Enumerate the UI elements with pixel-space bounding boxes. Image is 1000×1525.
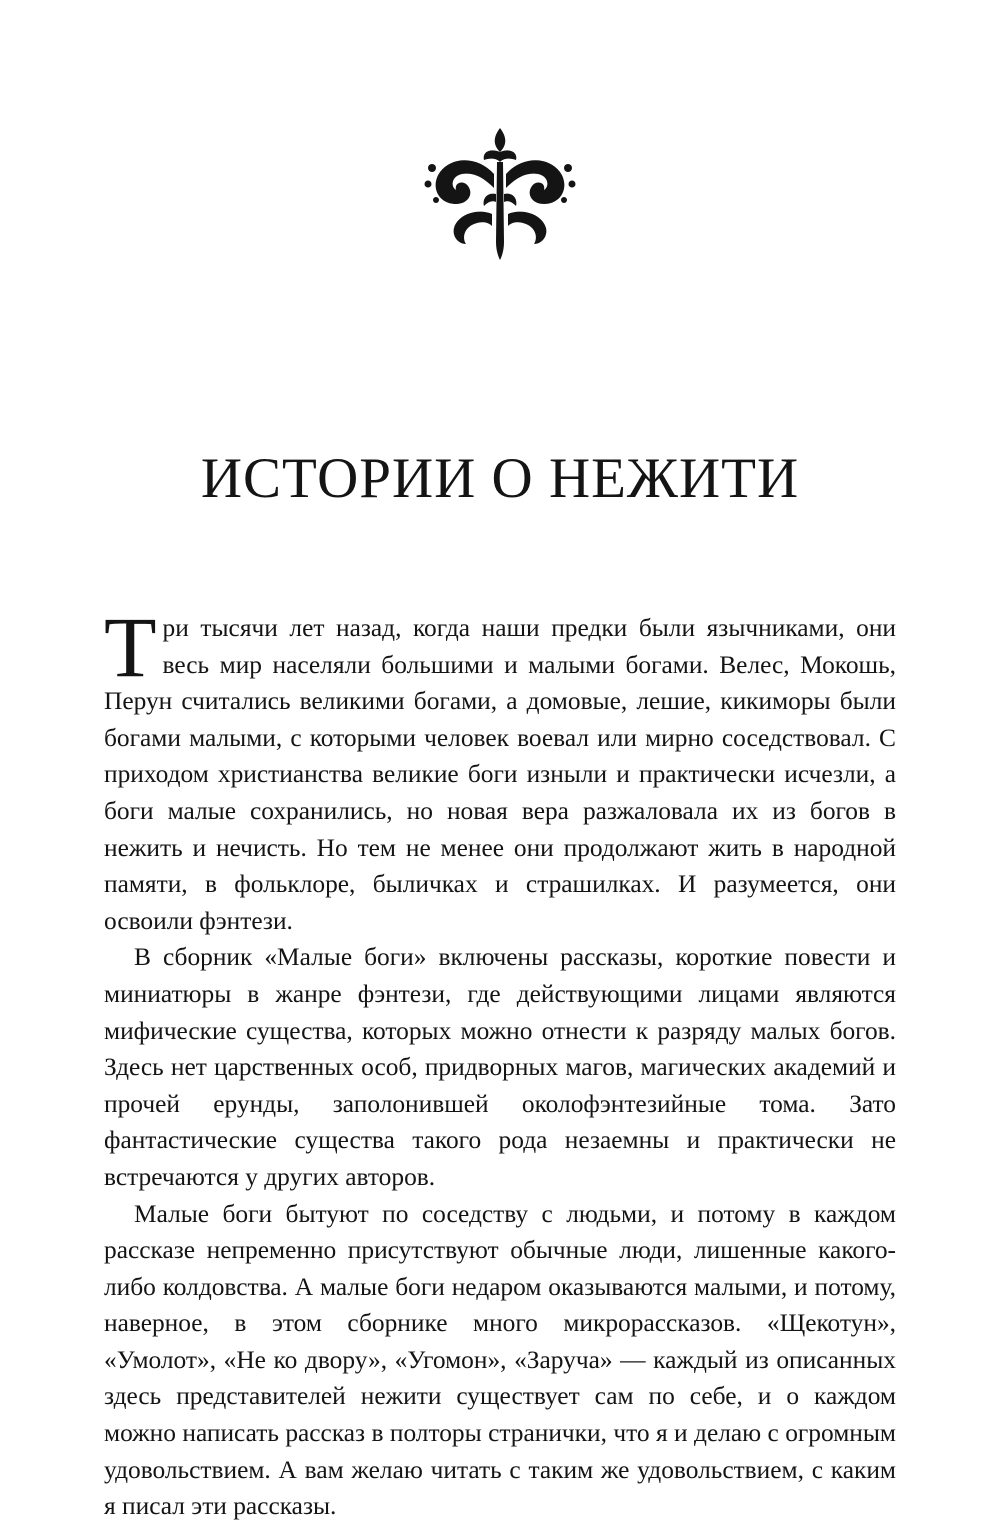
- body-text: [104, 599, 896, 1525]
- chapter-title: ИСТОРИИ О НЕЖИТИ: [200, 447, 800, 510]
- paragraph: В сборник «Малые боги» включены рассказы, короткие повести и миниатюры в жанре фэнтези, где действующими лицами являются мифические существа, которых можно отнести к разряду малых богов. Здесь нет царственных особ, придворных магов, магических академий и прочей ерунды, заполонившей околофэнтезийные тома. Зато фантастические существа такого рода незаемны и практически не встречаются у других авторов.: [104, 943, 896, 1191]
- paragraph: Малые боги бытуют по соседству с людьми, и потому в каждом рассказе непременно присутствуют обычные люди, лишенные какого-либо колдовства. А малые боги недаром оказываются малыми, и потому, наверное, в этом сборнике много микрорассказов. «Щекотун», «Умолот», «Не ко двору», «Угомон», «Заруча» — каждый из описанных здесь представителей нежити существует сам по себе, и о каждом можно написать рассказ в полторы странички, что я и делаю с огромным удовольствием. А вам желаю читать с таким же удовольствием, с каким я писал эти рассказы.: [104, 1199, 896, 1521]
- drop-cap: Т: [104, 599, 157, 695]
- floral-ornament-icon: [418, 122, 582, 264]
- paragraph-text: ри тысячи лет назад, когда наши предки были язычниками, они весь мир населяли большими и малыми богами. Велес, Мокошь, Перун считались великими богами, а домовые, лешие, кикиморы были богами малыми, с которыми человек воевал или мирно соседствовал. С приходом христианства великие боги изныли и практически исчезли, а боги малые сохранились, но новая вера разжаловала их из богов в нежить и нечисть. Но тем не менее они продолжают жить в народной памяти, в фольклоре, быличках и страшилках. И разумеется, они освоили фэнтези.: [104, 614, 896, 935]
- paragraph: [104, 599, 896, 939]
